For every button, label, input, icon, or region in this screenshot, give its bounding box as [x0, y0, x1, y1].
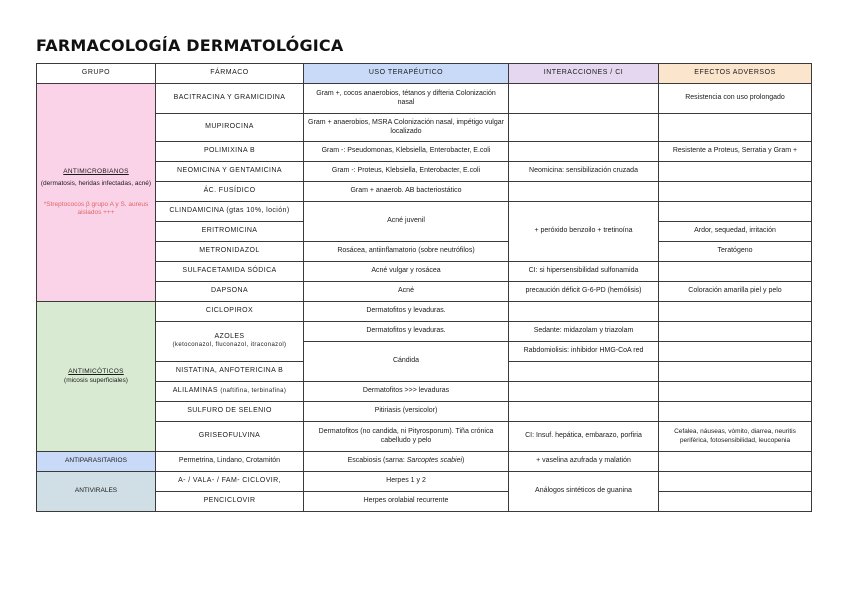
efectos-cell	[659, 492, 812, 512]
page-title: FARMACOLOGÍA DERMATOLÓGICA	[36, 36, 344, 55]
table-row	[37, 452, 812, 472]
group-name: ANTIMICROBIANOS	[63, 168, 129, 176]
inter-cell	[509, 302, 659, 322]
group-antimicrobianos	[37, 84, 156, 302]
drug-cell: SULFACETAMIDA SÓDICA	[156, 262, 304, 282]
drug-cell	[156, 322, 304, 362]
group-note: *Streptococos β grupo A y S. aureus aislados +++	[43, 200, 149, 216]
drug-cell: SULFURO DE SELENIO	[156, 402, 304, 422]
efectos-cell: Ardor, sequedad, irritación	[659, 222, 812, 242]
drug-cell: POLIMIXINA B	[156, 142, 304, 162]
drug-name: ALILAMINAS	[172, 387, 218, 395]
drug-cell: METRONIDAZOL	[156, 242, 304, 262]
uso-cell: Dermatofitos y levaduras.	[304, 302, 509, 322]
inter-cell: CI: si hipersensibilidad sulfonamida	[509, 262, 659, 282]
group-antimicoticos	[37, 302, 156, 452]
group-antivirales: ANTIVIRALES	[37, 472, 156, 512]
uso-text: Escabiosis (sarna:	[347, 457, 407, 465]
inter-cell: CI: Insuf. hepática, embarazo, porfiria	[509, 422, 659, 452]
drug-cell: PENCICLOVIR	[156, 492, 304, 512]
drug-subtitle: (ketoconazol, fluconazol, itraconazol)	[172, 342, 287, 349]
efectos-cell: Coloración amarilla piel y pelo	[659, 282, 812, 302]
efectos-cell	[659, 382, 812, 402]
inter-cell: + vaselina azufrada y malatión	[509, 452, 659, 472]
uso-cell: Acné vulgar y rosácea	[304, 262, 509, 282]
drug-cell: ERITROMICINA	[156, 222, 304, 242]
uso-cell: Herpes orolabial recurrente	[304, 492, 509, 512]
inter-cell	[509, 84, 659, 114]
inter-cell	[509, 114, 659, 142]
uso-cell: Dermatofitos (no candida, ni Pityrosporum). Tiña crónica cabelludo y pelo	[304, 422, 509, 452]
drug-cell: ÁC. FUSÍDICO	[156, 182, 304, 202]
inter-cell: precaución déficit G-6-PD (hemólisis)	[509, 282, 659, 302]
uso-cell: Gram -: Pseudomonas, Klebsiella, Enterobacter, E.coli	[304, 142, 509, 162]
efectos-cell	[659, 162, 812, 182]
uso-text-end: )	[462, 457, 465, 465]
efectos-cell	[659, 362, 812, 382]
inter-cell: Sedante: midazolam y triazolam	[509, 322, 659, 342]
efectos-cell	[659, 202, 812, 222]
uso-cell: Dermatofitos >>> levaduras	[304, 382, 509, 402]
efectos-cell	[659, 302, 812, 322]
drug-cell: GRISEOFULVINA	[156, 422, 304, 452]
uso-cell: Acné	[304, 282, 509, 302]
header-uso: USO TERAPÉUTICO	[304, 64, 509, 84]
drug-cell: Permetrina, Lindano, Crotamitón	[156, 452, 304, 472]
drug-cell: CICLOPIROX	[156, 302, 304, 322]
table-row	[37, 84, 812, 114]
drug-cell	[156, 382, 304, 402]
uso-cell: Rosácea, antiinflamatorio (sobre neutrófilos)	[304, 242, 509, 262]
uso-cell	[304, 452, 509, 472]
efectos-cell: Cefalea, náuseas, vómito, diarrea, neuritis periférica, fotosensibilidad, leucopenia	[659, 422, 812, 452]
header-grupo: GRUPO	[37, 64, 156, 84]
drug-subtitle: (naftifina, terbinafina)	[220, 388, 287, 395]
inter-cell: Análogos sintéticos de guanina	[509, 472, 659, 512]
group-subtitle: (dermatosis, heridas infectadas, acné)	[40, 180, 152, 188]
drug-cell: A- / VALA- / FAM- CICLOVIR,	[156, 472, 304, 492]
inter-cell: + peróxido benzoilo + tretinoína	[509, 202, 659, 262]
table-row	[37, 302, 812, 322]
uso-cell: Pitiriasis (versicolor)	[304, 402, 509, 422]
inter-cell: Neomicina: sensibilización cruzada	[509, 162, 659, 182]
drug-cell: BACITRACINA Y GRAMICIDINA	[156, 84, 304, 114]
uso-cell: Herpes 1 y 2	[304, 472, 509, 492]
group-subtitle: (micosis superficiales)	[64, 376, 128, 384]
drug-cell: MUPIROCINA	[156, 114, 304, 142]
efectos-cell	[659, 322, 812, 342]
header-row	[37, 64, 812, 84]
efectos-cell	[659, 262, 812, 282]
uso-cell: Gram -: Proteus, Klebsiella, Enterobacter, E.coli	[304, 162, 509, 182]
efectos-cell	[659, 182, 812, 202]
drug-cell: DAPSONA	[156, 282, 304, 302]
efectos-cell	[659, 114, 812, 142]
uso-cell: Cándida	[304, 342, 509, 382]
pharmacology-table	[36, 63, 812, 512]
inter-cell	[509, 402, 659, 422]
header-efectos: EFECTOS ADVERSOS	[659, 64, 812, 84]
uso-cell: Dermatofitos y levaduras.	[304, 322, 509, 342]
efectos-cell	[659, 452, 812, 472]
inter-cell	[509, 182, 659, 202]
drug-cell: CLINDAMICINA (gtas 10%, loción)	[156, 202, 304, 222]
drug-cell: NISTATINA, ANFOTERICINA B	[156, 362, 304, 382]
inter-cell	[509, 382, 659, 402]
header-interacciones: INTERACCIONES / CI	[509, 64, 659, 84]
group-name: ANTIMICÓTICOS	[68, 368, 124, 376]
inter-cell	[509, 362, 659, 382]
drug-name: AZOLES	[214, 333, 245, 341]
inter-cell: Rabdomiolisis: inhibidor HMG-CoA red	[509, 342, 659, 362]
drug-cell: NEOMICINA Y GENTAMICINA	[156, 162, 304, 182]
efectos-cell	[659, 402, 812, 422]
efectos-cell	[659, 472, 812, 492]
table-row	[37, 472, 812, 492]
efectos-cell: Resistencia con uso prolongado	[659, 84, 812, 114]
efectos-cell	[659, 342, 812, 362]
uso-cell: Gram + anaerob. AB bacteriostático	[304, 182, 509, 202]
uso-cell: Acné juvenil	[304, 202, 509, 242]
efectos-cell: Resistente a Proteus, Serratia y Gram +	[659, 142, 812, 162]
uso-cell: Gram + anaerobios, MSRA Colonización nasal, impétigo vulgar localizado	[304, 114, 509, 142]
header-farmaco: FÁRMACO	[156, 64, 304, 84]
inter-cell	[509, 142, 659, 162]
uso-cell: Gram +, cocos anaerobios, tétanos y difteria Colonización nasal	[304, 84, 509, 114]
group-antiparasitarios: ANTIPARASITARIOS	[37, 452, 156, 472]
uso-species: Sarcoptes scabiei	[406, 457, 463, 465]
efectos-cell: Teratógeno	[659, 242, 812, 262]
